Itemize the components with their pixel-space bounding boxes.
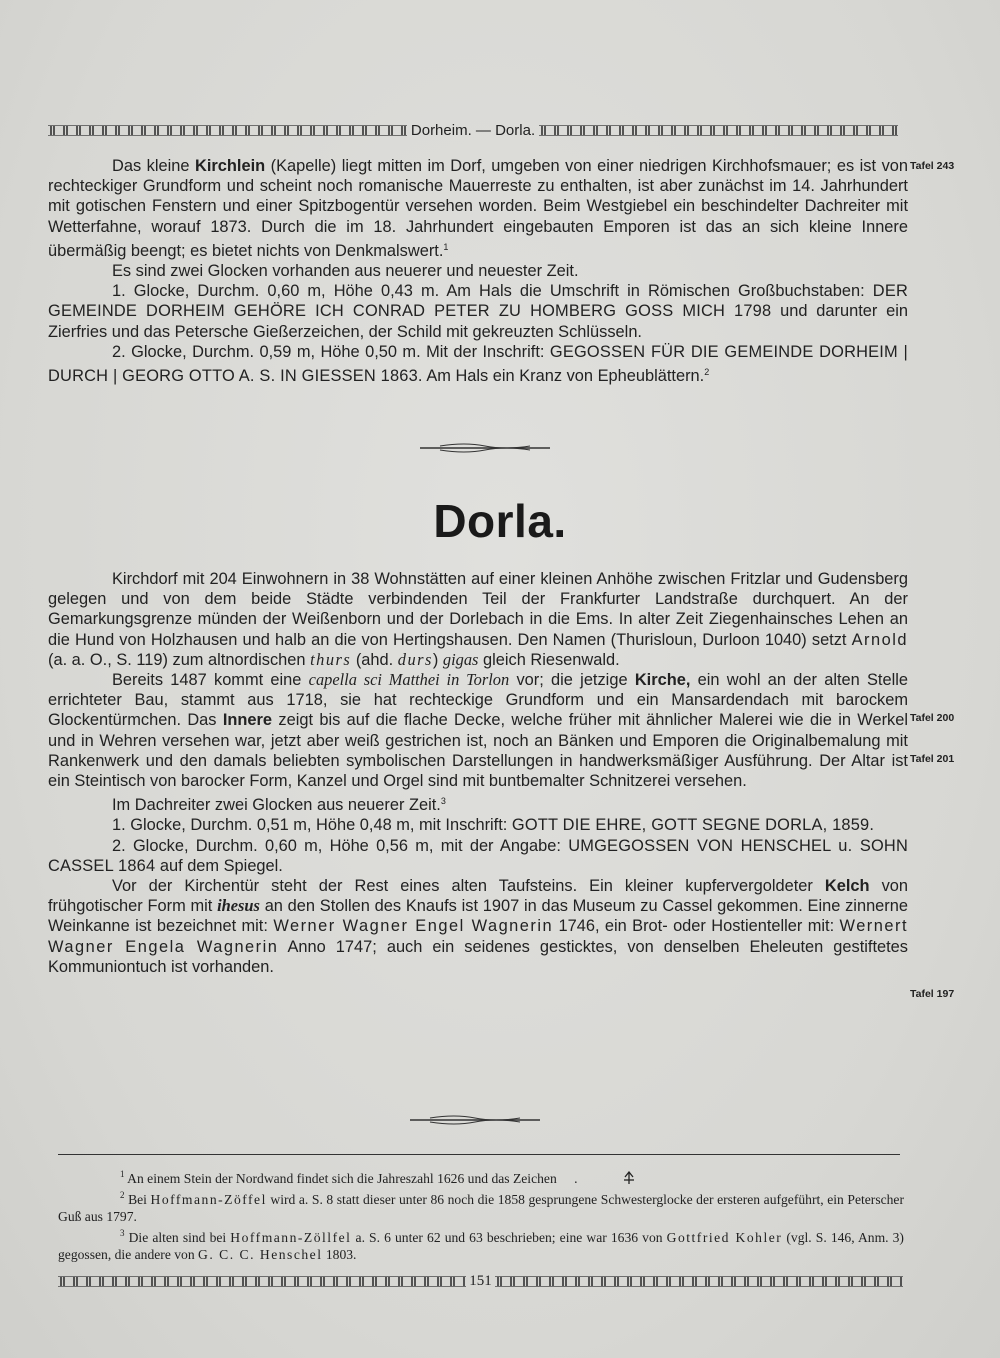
paragraph-kirchdorf: Kirchdorf mit 204 Einwohnern in 38 Wohnstätten auf einer kleinen Anhöhe zwischen Fritzlar und Gudensberg gelegen und von dem beide Städte verbindenden Teil der Frankfurter Landstraße durchquert. An der Gemarkungsgrenze münden der Weißenborn und der Dorlebach in die Ems. In alter Zeit Ziegenhainsches Lehen an die Hund von Holzhausen und halb an die von Hertingshausen. Den Namen (Thurisloun, Durloon 1040) setzt Arnold (a. a. O., S. 119) zum altnordischen thurs (ahd. durs) gigas gleich Riesenwald.: [48, 570, 908, 669]
margin-note-tafel-201: Tafel 201: [910, 753, 955, 765]
ornamental-border-icon: [539, 125, 898, 136]
footnote-1: $^1$ An einem Stein der Nordwand findet sich die Jahreszahl 1626 und das Zeichen .: [58, 1166, 904, 1187]
paragraph-kirchlein: Das kleine Kirchlein (Kapelle) liegt mitten im Dorf, umgeben von einer niedrigen Kirchhofsmauer; es ist von rechteckiger Grundform und scheint noch romanische Mauerreste zu enthalten, ist aber zunächst im 14. Jahrhundert mit gotischen Fenstern und einer Spitzbogentür versehen worden. Beim Westgiebel ein beschindelter Dachreiter mit Wetterfahne, worauf 1873. Durch die im 18. Jahrhundert eingebauten Emporen ist das an sich kleine Innere übermäßig beengt; es bietet nichts von Denkmalswert.$^1$: [48, 157, 908, 260]
paragraph-glocke-1: 1. Glocke, Durchm. 0,60 m, Höhe 0,43 m. Am Hals die Umschrift in Römischen Großbuchstaben: DER GEMEINDE DORHEIM GEHÖRE ICH CONRAD PETER ZU HOMBERG GOSS MICH 1798 und darunter ein Zierfries und das Petersche Gießerzeichen, der Schild mit gekreuzten Schlüsseln.: [48, 282, 909, 341]
footnote-rule: [58, 1154, 900, 1155]
paragraph-taufstein: Vor der Kirchentür steht der Rest eines alten Taufsteins. Ein kleiner kupfervergoldeter Kelch von frühgotischer Form mit ihesus an den Stollen des Knaufs ist 1907 in das Museum zu Cassel gekommen. Eine zinnerne Weinkanne ist bezeichnet mit: Werner Wagner Engel Wagnerin 1746, ein Brot- oder Hostienteller mit: Wernert Wagner Engela Wagnerin Anno 1747; auch ein seidenes gesticktes, von denselben Eheleuten gestiftetes Kommuniontuch ist vorhanden.: [48, 877, 909, 976]
running-head-title: Dorheim. — Dorla.: [410, 121, 536, 139]
paragraph-dorla-glocke-2: 2. Glocke, Durchm. 0,60 m, Höhe 0,56 m, mit der Angabe: UMGEGOSSEN VON HENSCHEL u. SOHN CASSEL 1864 auf dem Spiegel.: [48, 836, 908, 875]
section-dorheim: [48, 156, 908, 386]
ornamental-border-icon: [495, 1276, 903, 1287]
section-dorla: [48, 569, 908, 977]
paragraph-kirche: Bereits 1487 kommt eine capella sci Matthei in Torlon vor; die jetzige Kirche, ein wohl an der alten Stelle errichteter Bau, stammt aus 1718, sie hat rechteckige Grundform und ein Mansardendach mit barockem Glockentürmchen. Das Innere zeigt bis auf die flache Decke, welche früher mit ähnlicher Malerei wie die in Werkel und in Wehren versehen war, jetzt aber weiß gestrichen ist, noch an Bänken und Emporen die Originalbemalung mit Rankenwerk und den damals beliebten symbolischen Darstellungen in handwerksmäßiger Ausführung. Der Altar ist ein Steintisch von barocker Form, Kanzel und Orgel sind mit buntbemalter Schnitzerei versehen.: [48, 670, 909, 791]
section-heading: Dorla.: [433, 495, 567, 547]
paragraph-glocke-2: 2. Glocke, Durchm. 0,59 m, Höhe 0,50 m. Mit der Inschrift: GEGOSSEN FÜR DIE GEMEINDE DORHEIM | DURCH | GEORG OTTO A. S. IN GIESSEN 1863. Am Hals ein Kranz von Epheublättern.$^2$: [48, 342, 908, 386]
arrow-cross-mark-icon: [560, 1171, 574, 1185]
ornamental-border-icon: [48, 125, 407, 136]
margin-note-tafel-197: Tafel 197: [910, 988, 955, 1000]
running-head: [48, 120, 898, 140]
paragraph-glocken-intro: Es sind zwei Glocken vorhanden aus neuerer und neuester Zeit.: [112, 262, 579, 281]
page-number: 151: [469, 1272, 492, 1289]
margin-note-tafel-243: Tafel 243: [910, 160, 955, 172]
footnote-2: $^2$ Bei Hoffmann-Zöffel wird a. S. 8 statt dieser unter 86 noch die 1858 gesprungene Schwesterglocke der ersteren aufgeführt, ein Peterscher Guß aus 1797.: [58, 1190, 904, 1224]
section-divider-icon: [420, 442, 550, 452]
footnotes: [58, 1166, 904, 1263]
footnote-3: $^3$ Die alten sind bei Hoffmann-Zöllfel a. S. 6 unter 62 und 63 beschrieben; eine war 1636 von Gottfried Kohler (vgl. S. 146, Anm. 3) gegossen, die andere von G. C. C. Henschel 1803.: [58, 1228, 904, 1262]
margin-note-tafel-200: Tafel 200: [910, 712, 955, 724]
ornamental-border-icon: [58, 1276, 466, 1287]
paragraph-dorla-glocke-1: 1. Glocke, Durchm. 0,51 m, Höhe 0,48 m, mit Inschrift: GOTT DIE EHRE, GOTT SEGNE DORLA, 1859.: [112, 816, 875, 835]
page-footer: [58, 1272, 903, 1290]
paragraph-dachreiter: Im Dachreiter zwei Glocken aus neuerer Zeit.$^3$: [112, 796, 446, 815]
section-divider-icon: [410, 1114, 540, 1124]
